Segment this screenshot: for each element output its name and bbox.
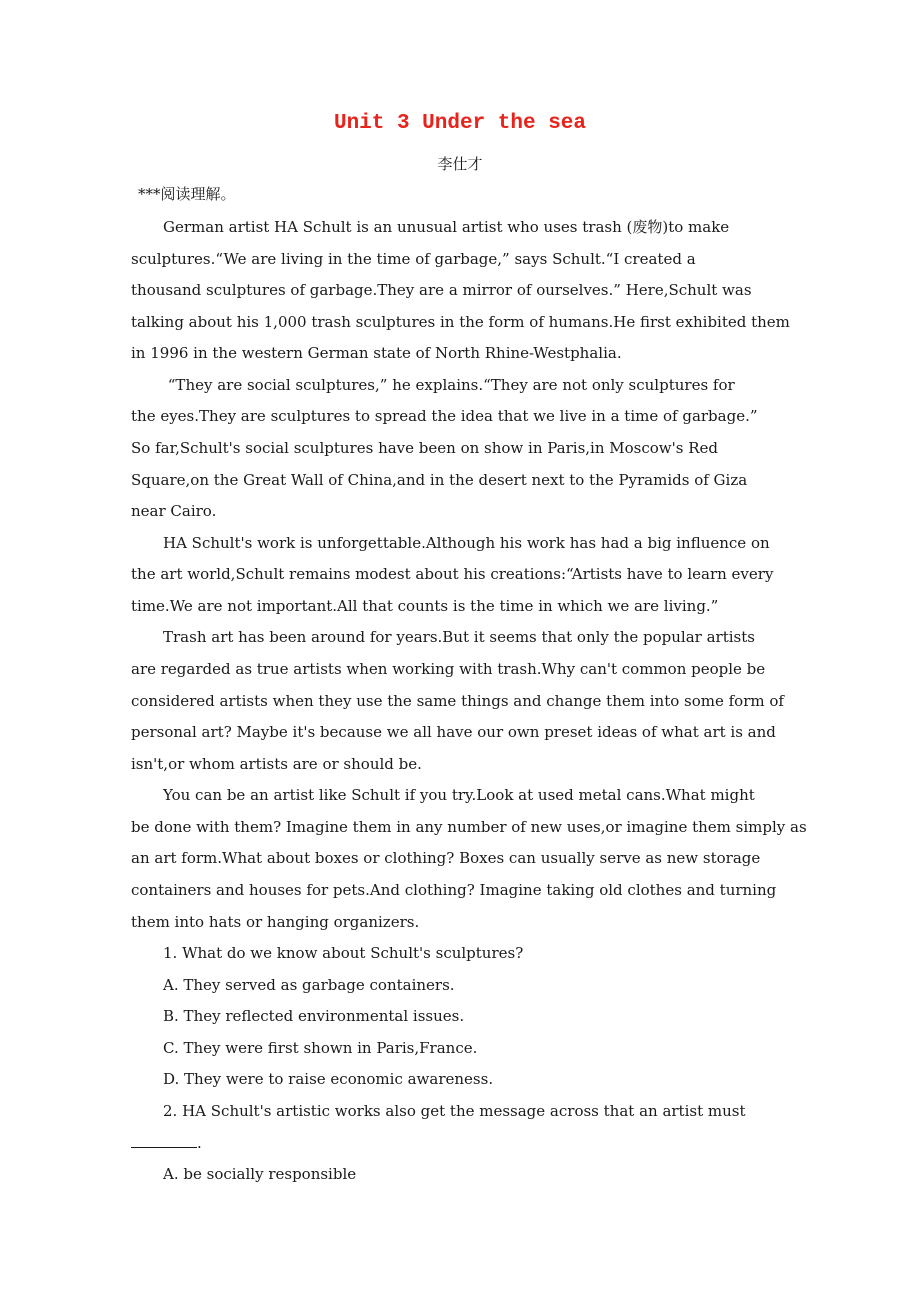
passage-line: “They are social sculptures,” he explains.“They are not only sculptures for xyxy=(163,376,735,394)
passage-line: German artist HA Schult is an unusual artist who uses trash (废物)to make xyxy=(163,218,730,236)
answer-option: C. They were first shown in Paris,France. xyxy=(163,1039,478,1057)
passage-line: in 1996 in the western German state of North Rhine-Westphalia. xyxy=(131,344,622,362)
passage-line: So far,Schult's social sculptures have been on show in Paris,in Moscow's Red xyxy=(131,439,718,457)
passage-line: isn't,or whom artists are or should be. xyxy=(131,755,422,773)
passage-line: Square,on the Great Wall of China,and in the desert next to the Pyramids of Giza xyxy=(131,471,748,489)
author-name: 李仕才 xyxy=(437,155,483,173)
answer-option: A. be socially responsible xyxy=(163,1165,357,1183)
passage-line: sculptures.“We are living in the time of garbage,” says Schult.“I created a xyxy=(131,250,696,268)
passage-line: containers and houses for pets.And clothing? Imagine taking old clothes and turning xyxy=(131,881,777,899)
passage-line: the eyes.They are sculptures to spread the idea that we live in a time of garbage.” xyxy=(131,407,758,425)
section-heading: ***阅读理解。 xyxy=(138,185,236,203)
answer-blank-line xyxy=(131,1133,851,1153)
answer-option: B. They reflected environmental issues. xyxy=(163,1007,465,1025)
question-stem: 1. What do we know about Schult's sculptures? xyxy=(163,944,524,962)
passage-line: them into hats or hanging organizers. xyxy=(131,913,420,931)
passage-line: thousand sculptures of garbage.They are a mirror of ourselves.” Here,Schult was xyxy=(131,281,752,299)
blank-period: . xyxy=(197,1134,202,1152)
document-title: Unit 3 Under the sea xyxy=(333,112,587,135)
answer-option: A. They served as garbage containers. xyxy=(163,976,455,994)
passage-line: near Cairo. xyxy=(131,502,217,520)
passage-line: Trash art has been around for years.But it seems that only the popular artists xyxy=(163,628,755,646)
passage-line: personal art? Maybe it's because we all have our own preset ideas of what art is and xyxy=(131,723,776,741)
passage-line: HA Schult's work is unforgettable.Although his work has had a big influence on xyxy=(163,534,770,552)
passage-line: be done with them? Imagine them in any number of new uses,or imagine them simply as xyxy=(131,818,807,836)
question-stem: 2. HA Schult's artistic works also get the message across that an artist must xyxy=(163,1102,746,1120)
answer-option: D. They were to raise economic awareness. xyxy=(163,1070,494,1088)
passage-line: the art world,Schult remains modest about his creations:“Artists have to learn every xyxy=(131,565,774,583)
passage-line: an art form.What about boxes or clothing? Boxes can usually serve as new storage xyxy=(131,849,761,867)
passage-line: are regarded as true artists when working with trash.Why can't common people be xyxy=(131,660,766,678)
passage-line: talking about his 1,000 trash sculptures in the form of humans.He first exhibited them xyxy=(131,313,790,331)
passage-line: You can be an artist like Schult if you try.Look at used metal cans.What might xyxy=(163,786,755,804)
passage-line: time.We are not important.All that counts is the time in which we are living.” xyxy=(131,597,719,615)
answer-blank xyxy=(131,1133,197,1148)
passage-line: considered artists when they use the same things and change them into some form of xyxy=(131,692,784,710)
